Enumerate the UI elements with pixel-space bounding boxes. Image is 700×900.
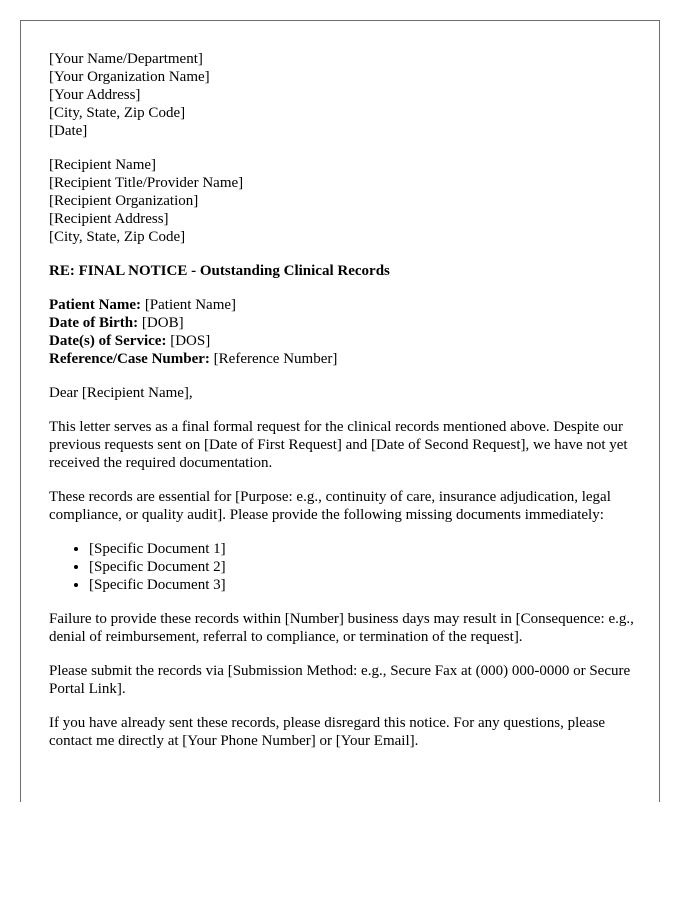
letter-content [49,50,639,766]
paragraph-request: This letter serves as a final formal request for the clinical records mentioned above. Despite our previous requests sent on [Date of First Request] and [Date of Second Request], we have not yet received the required documentation. [49,419,628,471]
sender-name: [Your Name/Department] [49,51,203,67]
detail-patient-name [49,296,639,314]
detail-label: Patient Name: [49,297,142,313]
sender-address: [Your Address] [49,87,141,103]
detail-label: Date(s) of Service: [49,333,167,349]
recipient-address: [Recipient Address] [49,211,169,227]
paragraph-contact: If you have already sent these records, please disregard this notice. For any questions, please contact me directly at [Your Phone Number] or [Your Email]. [49,715,606,749]
detail-dates-of-service [49,332,639,350]
detail-value: [DOB] [138,315,184,331]
detail-label: Date of Birth: [49,315,139,331]
paragraph-submission: Please submit the records via [Submission Method: e.g., Secure Fax at (000) 000-0000 or Secure Portal Link]. [49,663,631,697]
paragraph-purpose: These records are essential for [Purpose: e.g., continuity of care, insurance adjudication, legal compliance, or quality audit]. Please provide the following missing documents immediately: [49,489,611,523]
sender-city-state-zip: [City, State, Zip Code] [49,105,186,121]
detail-value: [Reference Number] [209,351,338,367]
sender-block [49,50,639,140]
letter-date: [Date] [49,123,88,139]
recipient-name: [Recipient Name] [49,157,157,173]
recipient-organization: [Recipient Organization] [49,193,199,209]
sender-organization: [Your Organization Name] [49,69,210,85]
patient-details [49,296,639,368]
list-item: • [Specific Document 3] [89,576,639,594]
recipient-title: [Recipient Title/Provider Name] [49,175,244,191]
recipient-city-state-zip: [City, State, Zip Code] [49,229,186,245]
detail-reference-number [49,350,639,368]
list-item: • [Specific Document 2] [89,558,639,576]
detail-date-of-birth [49,314,639,332]
detail-value: [Patient Name] [141,297,237,313]
missing-documents-list [49,540,639,594]
detail-label: Reference/Case Number: [49,351,210,367]
recipient-block [49,156,639,246]
list-item: • [Specific Document 1] [89,540,639,558]
detail-value: [DOS] [166,333,211,349]
subject-line: RE: FINAL NOTICE - Outstanding Clinical Records [49,263,390,279]
letter-page [20,20,660,802]
paragraph-consequence: Failure to provide these records within [Number] business days may result in [Consequence: e.g., denial of reimbursement, referral to compliance, or termination of the request]. [49,611,634,645]
salutation: Dear [Recipient Name], [49,385,193,401]
